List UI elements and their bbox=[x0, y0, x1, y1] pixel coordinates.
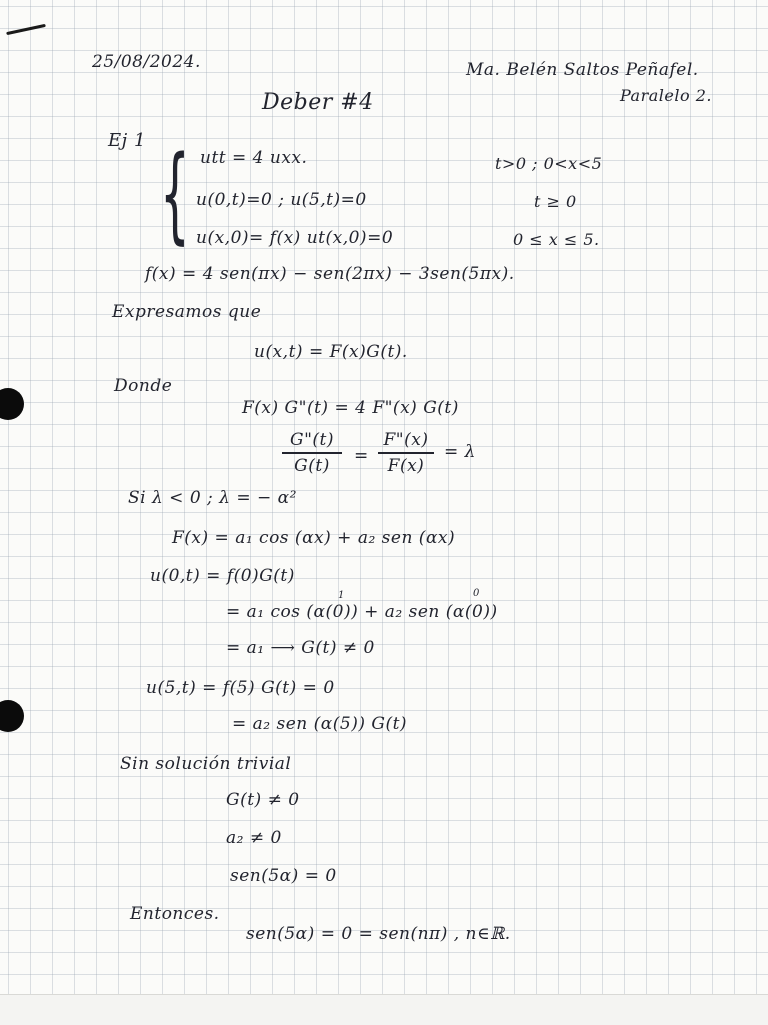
final-equation: sen(5α) = 0 = sen(nπ) , n∈ℝ. bbox=[246, 924, 511, 944]
case-condition: Si λ < 0 ; λ = − α² bbox=[128, 488, 297, 508]
pde-condition: t>0 ; 0<x<5 bbox=[495, 154, 603, 173]
fx-definition: f(x) = 4 sen(πx) − sen(2πx) − 3sen(5πx). bbox=[145, 264, 515, 284]
nontrivial-line-2: a₂ ≠ 0 bbox=[226, 828, 282, 848]
fraction-left-numerator: G"(t) bbox=[290, 430, 334, 450]
initial-condition-range: 0 ≤ x ≤ 5. bbox=[513, 230, 600, 249]
fraction-bar bbox=[282, 452, 342, 454]
general-solution: F(x) = a₁ cos (αx) + a₂ sen (αx) bbox=[172, 528, 456, 548]
boundary-condition-range: t ≥ 0 bbox=[534, 192, 577, 211]
binder-hole-top bbox=[0, 388, 24, 420]
fraction-left-denominator: G(t) bbox=[294, 455, 330, 476]
exercise-label: Ej 1 bbox=[108, 130, 146, 151]
boundary-left-line-1: u(0,t) = f(0)G(t) bbox=[150, 566, 295, 586]
boundary-conditions: u(0,t)=0 ; u(5,t)=0 bbox=[196, 190, 367, 210]
pen-stroke-mark bbox=[6, 24, 46, 35]
separation-equation: u(x,t) = F(x)G(t). bbox=[254, 342, 408, 362]
fraction-equals: = bbox=[354, 446, 369, 466]
section-text: Paralelo 2. bbox=[620, 86, 712, 105]
boundary-left-line-3: = a₁ ⟶ G(t) ≠ 0 bbox=[226, 638, 375, 658]
express-label: Expresamos que bbox=[112, 302, 262, 322]
lambda-result: = λ bbox=[444, 442, 476, 462]
boundary-right-line-1: u(5,t) = f(5) G(t) = 0 bbox=[146, 678, 335, 698]
then-label: Entonces. bbox=[130, 904, 220, 924]
pde-equation: utt = 4 uxx. bbox=[200, 148, 308, 168]
page-title: Deber #4 bbox=[262, 90, 374, 115]
nontrivial-line-3: sen(5α) = 0 bbox=[230, 866, 337, 886]
initial-conditions: u(x,0)= f(x) ut(x,0)=0 bbox=[196, 228, 394, 248]
date-text: 25/08/2024. bbox=[92, 52, 201, 72]
author-name: Ma. Belén Saltos Peñafel. bbox=[466, 60, 699, 80]
boundary-right-line-2: = a₂ sen (α(5)) G(t) bbox=[232, 714, 408, 734]
fraction-right-denominator: F(x) bbox=[387, 455, 425, 476]
fraction-bar bbox=[378, 452, 434, 454]
annotation-zero: 0 bbox=[473, 588, 480, 599]
boundary-left-line-2: = a₁ cos (α(0)) + a₂ sen (α(0)) bbox=[226, 602, 498, 622]
nontrivial-label: Sin solución trivial bbox=[120, 754, 292, 774]
ode-equation: F(x) G"(t) = 4 F"(x) G(t) bbox=[242, 398, 459, 418]
donde-label: Donde bbox=[114, 376, 173, 396]
binder-hole-bottom bbox=[0, 700, 24, 732]
fraction-right bbox=[378, 430, 434, 476]
page-bottom-edge bbox=[0, 994, 768, 1025]
fraction-left bbox=[282, 430, 342, 476]
fraction-right-numerator: F"(x) bbox=[383, 430, 429, 450]
nontrivial-line-1: G(t) ≠ 0 bbox=[226, 790, 300, 810]
annotation-one: 1 bbox=[338, 590, 345, 601]
system-brace: { bbox=[160, 133, 190, 255]
